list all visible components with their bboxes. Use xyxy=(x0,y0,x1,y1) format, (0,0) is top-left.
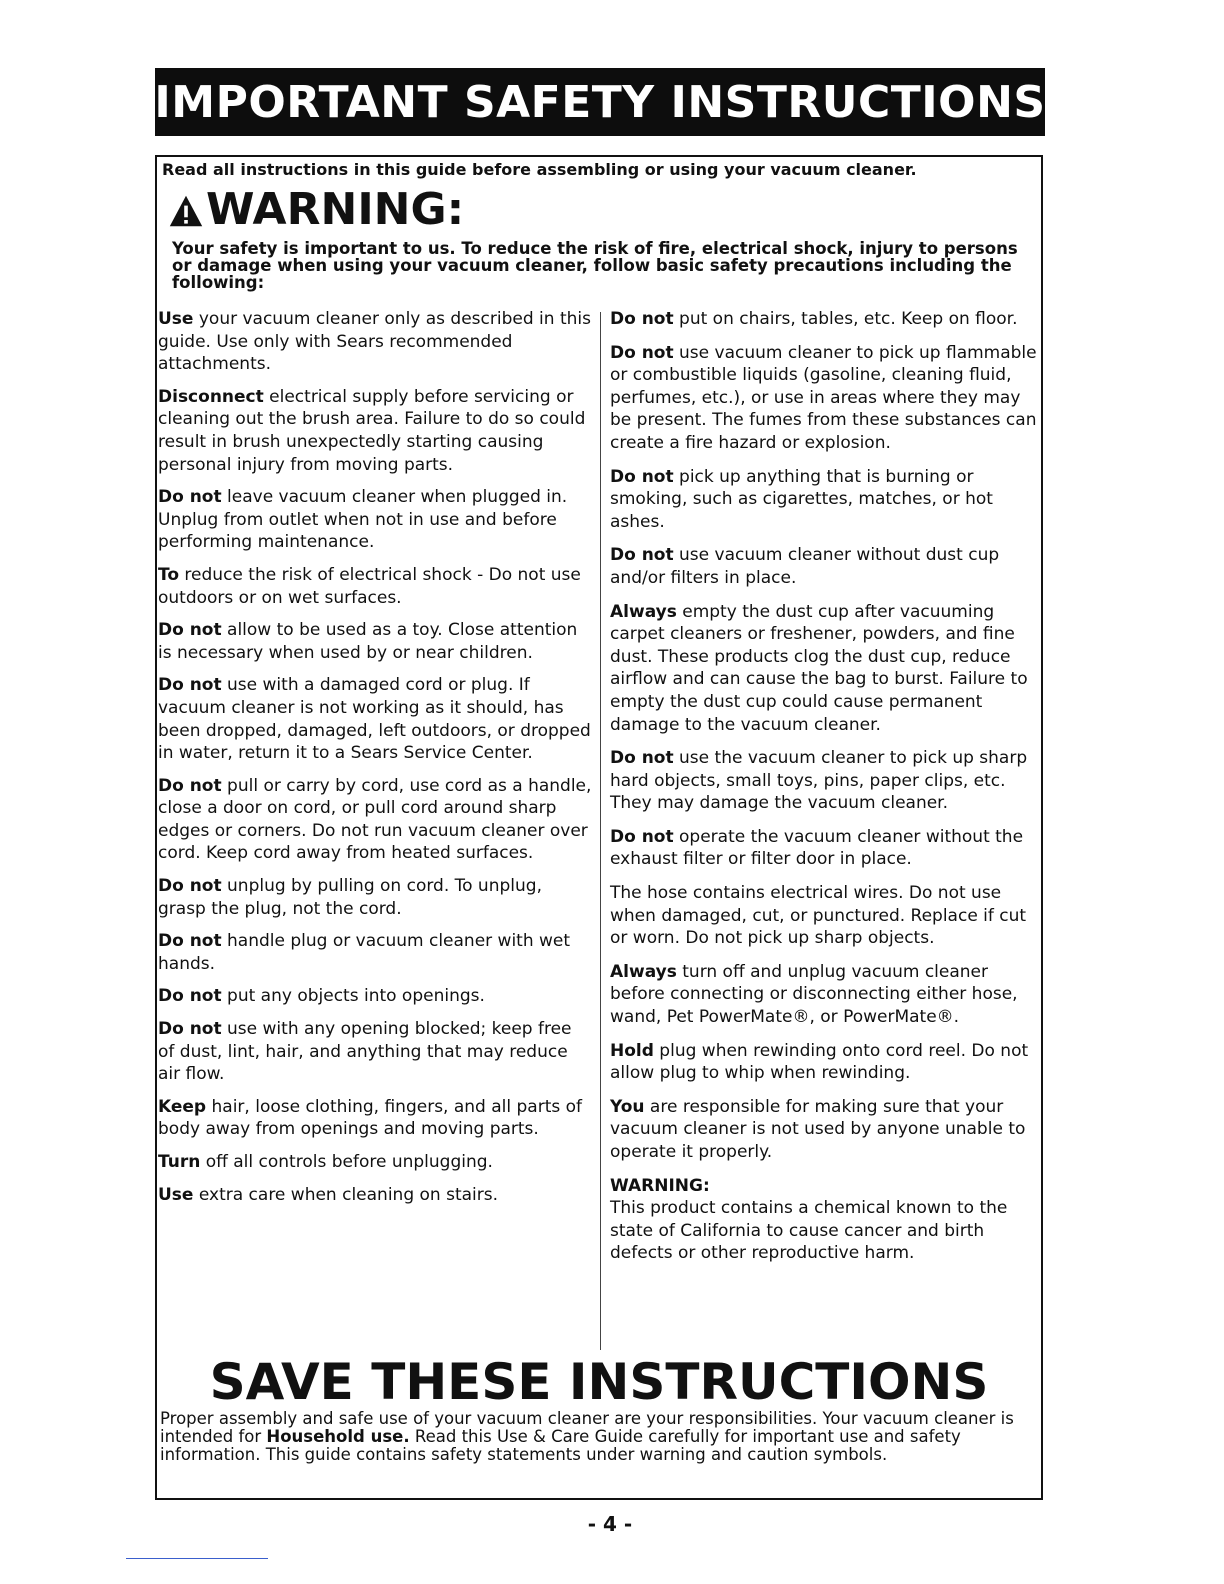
safety-item-text: put on chairs, tables, etc. Keep on floor. xyxy=(673,309,1018,329)
safety-item-text: use vacuum cleaner to pick up flammable or combustible liquids (gasoline, cleaning fluid, perfumes, etc.), or use in areas where they may be present. The fumes from these substances can create a fire hazard or explosion. xyxy=(610,342,1037,453)
safety-item-lead: Do not xyxy=(158,775,222,796)
safety-item-text: unplug by pulling on cord. To unplug, grasp the plug, not the cord. xyxy=(158,876,542,919)
warning-subheading: Your safety is important to us. To reduce the risk of fire, electrical shock, injury to persons or damage when using your vacuum cleaner, follow basic safety precautions including the following: xyxy=(172,239,1018,292)
warning-heading-text: WARNING: xyxy=(206,183,465,235)
safety-item-text: leave vacuum cleaner when plugged in. Unplug from outlet when not in use and before performing maintenance. xyxy=(158,487,568,553)
safety-item-lead: Do not xyxy=(610,309,674,329)
safety-item xyxy=(610,826,1038,871)
save-instructions-heading: SAVE THESE INSTRUCTIONS xyxy=(209,1353,989,1411)
safety-item-lead: Do not xyxy=(158,620,222,641)
safety-item xyxy=(158,775,593,865)
safety-item xyxy=(158,875,593,920)
safety-item xyxy=(158,1151,593,1174)
safety-item xyxy=(158,386,593,476)
safety-item-text: pull or carry by cord, use cord as a handle, close a door on cord, or pull cord around sharp edges or corners. Do not run vacuum cleaner over cord. Keep cord away from heated surfaces. xyxy=(158,775,592,864)
safety-item-lead: Do not xyxy=(610,748,674,769)
safety-item xyxy=(158,486,593,554)
safety-item-text: empty the dust cup after vacuuming carpet cleaners or freshener, powders, and fine dust. These products clog the dust cup, reduce airflow and can cause the bag to burst. Failure to empty the dust cup could cause permanent damage to the vacuum cleaner. xyxy=(610,601,1028,735)
safety-item-lead: Turn xyxy=(158,1152,201,1172)
closing-paragraph xyxy=(160,1410,1038,1464)
safety-item-lead: To xyxy=(158,564,180,585)
safety-item-text: allow to be used as a toy. Close attention is necessary when used by or near children. xyxy=(158,620,578,663)
safety-item-text: use the vacuum cleaner to pick up sharp hard objects, small toys, pins, paper clips, etc. They may damage the vacuum cleaner. xyxy=(610,748,1028,814)
safety-item-lead: Always xyxy=(610,601,677,622)
safety-item xyxy=(158,930,593,975)
safety-item xyxy=(610,601,1038,737)
warning-triangle-icon xyxy=(168,193,204,229)
safety-item-lead: Do not xyxy=(610,545,674,566)
safety-item-lead: Always xyxy=(610,961,677,982)
page-title: IMPORTANT SAFETY INSTRUCTIONS xyxy=(155,68,1045,136)
safety-item xyxy=(158,1018,593,1086)
safety-item-lead: Do not xyxy=(158,986,222,1007)
safety-item-text: operate the vacuum cleaner without the exhaust filter or filter door in place. xyxy=(610,826,1024,870)
safety-item-text: handle plug or vacuum cleaner with wet hands. xyxy=(158,931,571,974)
left-column xyxy=(158,308,593,1216)
safety-item xyxy=(158,619,593,664)
column-divider xyxy=(600,312,601,1350)
safety-item-text: use with any opening blocked; keep free of dust, lint, hair, and anything that may reduce air flow. xyxy=(158,1019,572,1085)
prop-65-warning-title: WARNING: xyxy=(610,1175,710,1196)
prop-65-warning-text: This product contains a chemical known to the state of California to cause cancer and birth defects or other reproductive harm. xyxy=(610,1198,1008,1264)
safety-item xyxy=(610,1040,1038,1085)
safety-item-text: electrical supply before servicing or cleaning out the brush area. Failure to do so could result in brush unexpectedly starting causing personal injury from moving parts. xyxy=(158,386,586,475)
safety-item-lead: Do not xyxy=(610,826,674,847)
safety-item-text: The hose contains electrical wires. Do not use when damaged, cut, or punctured. Replace if cut or worn. Do not pick up sharp objects. xyxy=(610,883,1027,949)
safety-item-text: put any objects into openings. xyxy=(221,986,485,1007)
safety-item-text: your vacuum cleaner only as described in this guide. Use only with Sears recommended attachments. xyxy=(158,309,591,375)
safety-item xyxy=(158,564,593,609)
safety-item-lead: You xyxy=(610,1096,645,1117)
safety-item-lead: Use xyxy=(158,1184,194,1205)
safety-item xyxy=(610,882,1038,950)
safety-item-lead: Do not xyxy=(158,487,222,508)
safety-item-lead: Use xyxy=(158,309,194,329)
safety-item xyxy=(610,747,1038,815)
right-column xyxy=(610,308,1038,1265)
safety-item-text: turn off and unplug vacuum cleaner before connecting or disconnecting either hose, wand, Pet PowerMate®, or PowerMate®. xyxy=(610,961,1018,1028)
intro-text: Read all instructions in this guide before assembling or using your vacuum cleaner. xyxy=(162,160,917,179)
safety-item-text: hair, loose clothing, fingers, and all parts of body away from openings and moving parts. xyxy=(158,1096,583,1140)
safety-item xyxy=(158,1184,593,1207)
safety-item-text: use vacuum cleaner without dust cup and/or filters in place. xyxy=(610,545,1000,588)
closing-text-after: Read this Use & Care Guide carefully for important use and safety information. This guide contains safety statements under warning and caution symbols. xyxy=(160,1427,961,1464)
safety-item xyxy=(610,466,1038,534)
safety-item-lead: Do not xyxy=(158,1019,222,1040)
safety-item-lead: Do not xyxy=(158,876,222,897)
safety-item-text: extra care when cleaning on stairs. xyxy=(193,1184,499,1205)
safety-item-text: plug when rewinding onto cord reel. Do not allow plug to whip when rewinding. xyxy=(610,1040,1029,1084)
safety-item-lead: Do not xyxy=(158,675,222,696)
safety-item-lead: Do not xyxy=(158,931,222,952)
safety-item-text: use with a damaged cord or plug. If vacuum cleaner is not working as it should, has been dropped, damaged, left outdoors, or dropped in water, return it to a Sears Service Center. xyxy=(158,675,591,764)
safety-item-lead: Do not xyxy=(610,342,674,363)
safety-item-text: reduce the risk of electrical shock - Do not use outdoors or on wet surfaces. xyxy=(158,564,581,608)
safety-item xyxy=(158,985,593,1008)
page-number: - 4 - xyxy=(587,1512,633,1536)
safety-item-lead: Keep xyxy=(158,1096,207,1117)
safety-item xyxy=(158,1096,593,1141)
safety-item xyxy=(610,1096,1038,1164)
safety-item xyxy=(610,961,1038,1029)
prop-65-warning xyxy=(610,1175,1038,1265)
safety-item xyxy=(610,544,1038,589)
safety-item xyxy=(158,308,593,376)
safety-item-text: are responsible for making sure that your vacuum cleaner is not used by anyone unable to operate it properly. xyxy=(610,1096,1026,1162)
safety-item-lead: Do not xyxy=(610,466,674,487)
safety-item xyxy=(158,674,593,764)
safety-item xyxy=(610,342,1038,455)
safety-item-lead: Disconnect xyxy=(158,386,264,407)
closing-text-before: Proper assembly and safe use of your vacuum cleaner are your responsibilities. Your vacuum cleaner is intended for xyxy=(160,1409,1014,1446)
warning-heading xyxy=(168,184,464,234)
safety-item-lead: Hold xyxy=(610,1040,654,1061)
safety-item xyxy=(610,308,1038,331)
safety-item-text: pick up anything that is burning or smoking, such as cigarettes, matches, or hot ashes. xyxy=(610,466,993,532)
footer-rule xyxy=(126,1558,268,1559)
safety-item-text: off all controls before unplugging. xyxy=(200,1152,493,1172)
closing-text-bold: Household use. xyxy=(266,1427,410,1446)
